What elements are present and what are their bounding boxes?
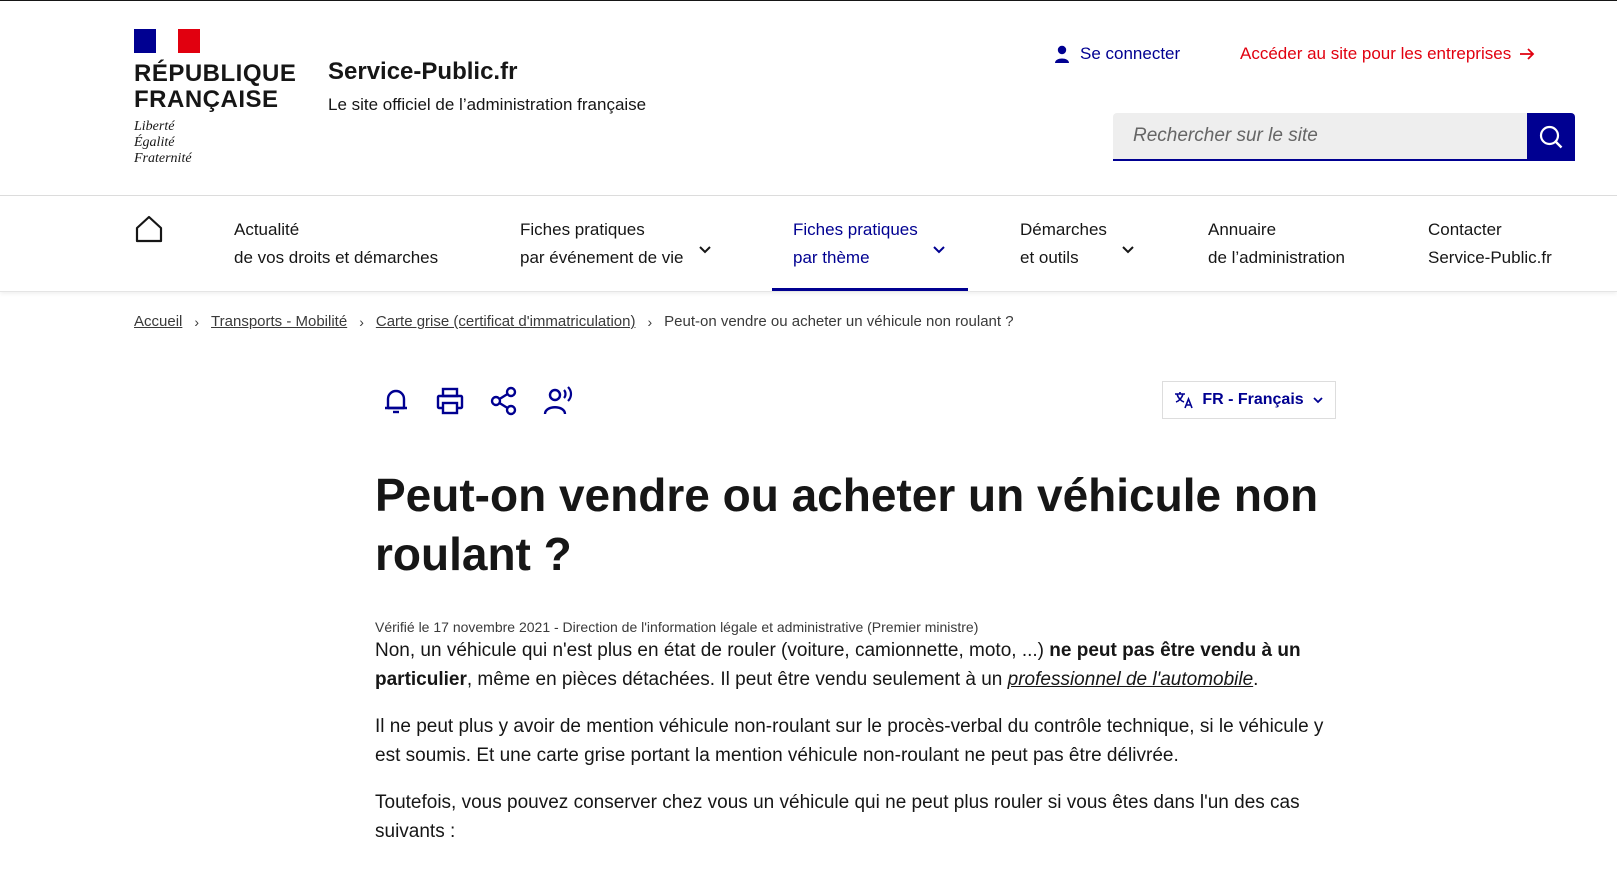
- breadcrumb: [134, 313, 1014, 330]
- chevron-down-icon: [698, 245, 712, 255]
- p1-end: .: [1253, 669, 1259, 690]
- chevron-right-icon: ›: [194, 313, 200, 330]
- nav-item-annuaire[interactable]: [1208, 216, 1345, 272]
- republique-francaise-logo[interactable]: [134, 29, 297, 167]
- article-content: [375, 466, 1340, 846]
- bell-icon[interactable]: [380, 385, 412, 417]
- p1-bold: ne peut pas être vendu à un particulier: [375, 640, 1301, 690]
- language-label: FR - Français: [1202, 391, 1304, 408]
- translate-icon: [1174, 391, 1194, 409]
- p1-text-2: , même en pièces détachées. Il peut être vendu seulement à un: [466, 669, 1008, 690]
- chevron-down-icon: [1121, 245, 1135, 255]
- verified-date: Vérifié le 17 novembre 2021 - Direction de l'information légale et administrative (Premier ministre): [375, 619, 979, 635]
- home-icon: [134, 214, 164, 244]
- arrow-right-icon: [1519, 47, 1535, 61]
- search-button[interactable]: [1527, 113, 1575, 161]
- breadcrumb-link-carte-grise[interactable]: Carte grise (certificat d'immatriculation): [375, 313, 636, 330]
- nav-item-evenement-de-vie[interactable]: [520, 216, 712, 272]
- login-label: Se connecter: [1080, 44, 1181, 63]
- login-link[interactable]: [1054, 44, 1180, 64]
- page-title: Peut-on vendre ou acheter un véhicule non roulant ?: [375, 469, 1319, 580]
- search-bar: [1113, 113, 1575, 161]
- search-icon: [1538, 124, 1564, 150]
- p1-text: Non, un véhicule qui n'est plus en état de rouler (voiture, camionnette, moto, ...): [375, 640, 1050, 661]
- nav-item-demarches[interactable]: [1020, 216, 1135, 272]
- nav-item-line1: Démarches: [1020, 220, 1107, 239]
- motto-egalite: Égalité: [134, 135, 175, 150]
- motto-fraternite: Fraternité: [134, 151, 192, 166]
- nav-item-par-theme[interactable]: [793, 216, 946, 272]
- site-tagline: Le site officiel de l’administration française: [328, 95, 647, 114]
- breadcrumb-link-transports[interactable]: Transports - Mobilité: [211, 313, 348, 330]
- home-button[interactable]: [134, 214, 166, 246]
- breadcrumb-link-accueil[interactable]: Accueil: [134, 313, 183, 330]
- entreprises-link[interactable]: [1240, 44, 1535, 64]
- nav-item-contacter[interactable]: [1428, 216, 1552, 272]
- nav-item-line1: Fiches pratiques: [793, 220, 918, 239]
- republic-line1: RÉPUBLIQUE: [134, 60, 297, 87]
- site-header: [0, 0, 1617, 196]
- main-navigation: [0, 196, 1617, 292]
- marianne-flag-icon: [134, 29, 200, 53]
- nav-item-line2: Service-Public.fr: [1428, 248, 1552, 267]
- nav-item-line1: Fiches pratiques: [520, 220, 645, 239]
- nav-item-line2: de vos droits et démarches: [234, 248, 439, 267]
- page-tools: [380, 385, 574, 417]
- listen-icon[interactable]: [542, 385, 574, 417]
- nav-item-line2: de l’administration: [1208, 248, 1346, 267]
- article-paragraph-3: Toutefois, vous pouvez conserver chez vous un véhicule qui ne peut plus rouler si vous êtes dans l'un des cas suivants :: [375, 792, 1300, 842]
- nav-item-line2: par thème: [793, 248, 870, 267]
- motto: [134, 119, 294, 167]
- republic-line2: FRANÇAISE: [134, 86, 279, 113]
- republic-name: [134, 60, 297, 113]
- nav-item-line2: et outils: [1020, 248, 1079, 267]
- entreprises-label: Accéder au site pour les entreprises: [1240, 44, 1512, 63]
- article-paragraph-2: Il ne peut plus y avoir de mention véhicule non-roulant sur le procès-verbal du contrôle technique, si le véhicule y est soumis. Et une carte grise portant la mention véhicule non-roulant ne peut pas être délivrée.: [375, 716, 1324, 766]
- motto-liberte: Liberté: [134, 119, 175, 134]
- nav-item-line1: Annuaire: [1208, 220, 1277, 239]
- chevron-right-icon: ›: [647, 313, 653, 330]
- nav-item-actualite[interactable]: [234, 216, 438, 272]
- active-nav-indicator: [772, 288, 968, 291]
- article-paragraph-1: [375, 636, 1340, 694]
- search-input[interactable]: [1113, 113, 1527, 161]
- print-icon[interactable]: [434, 385, 466, 417]
- chevron-down-icon: [1312, 396, 1324, 404]
- language-selector[interactable]: [1162, 381, 1336, 419]
- nav-item-line1: Contacter: [1428, 220, 1502, 239]
- chevron-down-icon: [932, 245, 946, 255]
- share-icon[interactable]: [488, 385, 520, 417]
- professionnel-automobile-link[interactable]: professionnel de l'automobile: [1007, 669, 1254, 690]
- site-title[interactable]: Service-Public.fr: [328, 58, 518, 85]
- user-icon: [1054, 45, 1070, 63]
- nav-item-line1: Actualité: [234, 220, 300, 239]
- breadcrumb-current: Peut-on vendre ou acheter un véhicule non roulant ?: [664, 313, 1014, 330]
- chevron-right-icon: ›: [359, 313, 364, 330]
- nav-item-line2: par événement de vie: [520, 248, 684, 267]
